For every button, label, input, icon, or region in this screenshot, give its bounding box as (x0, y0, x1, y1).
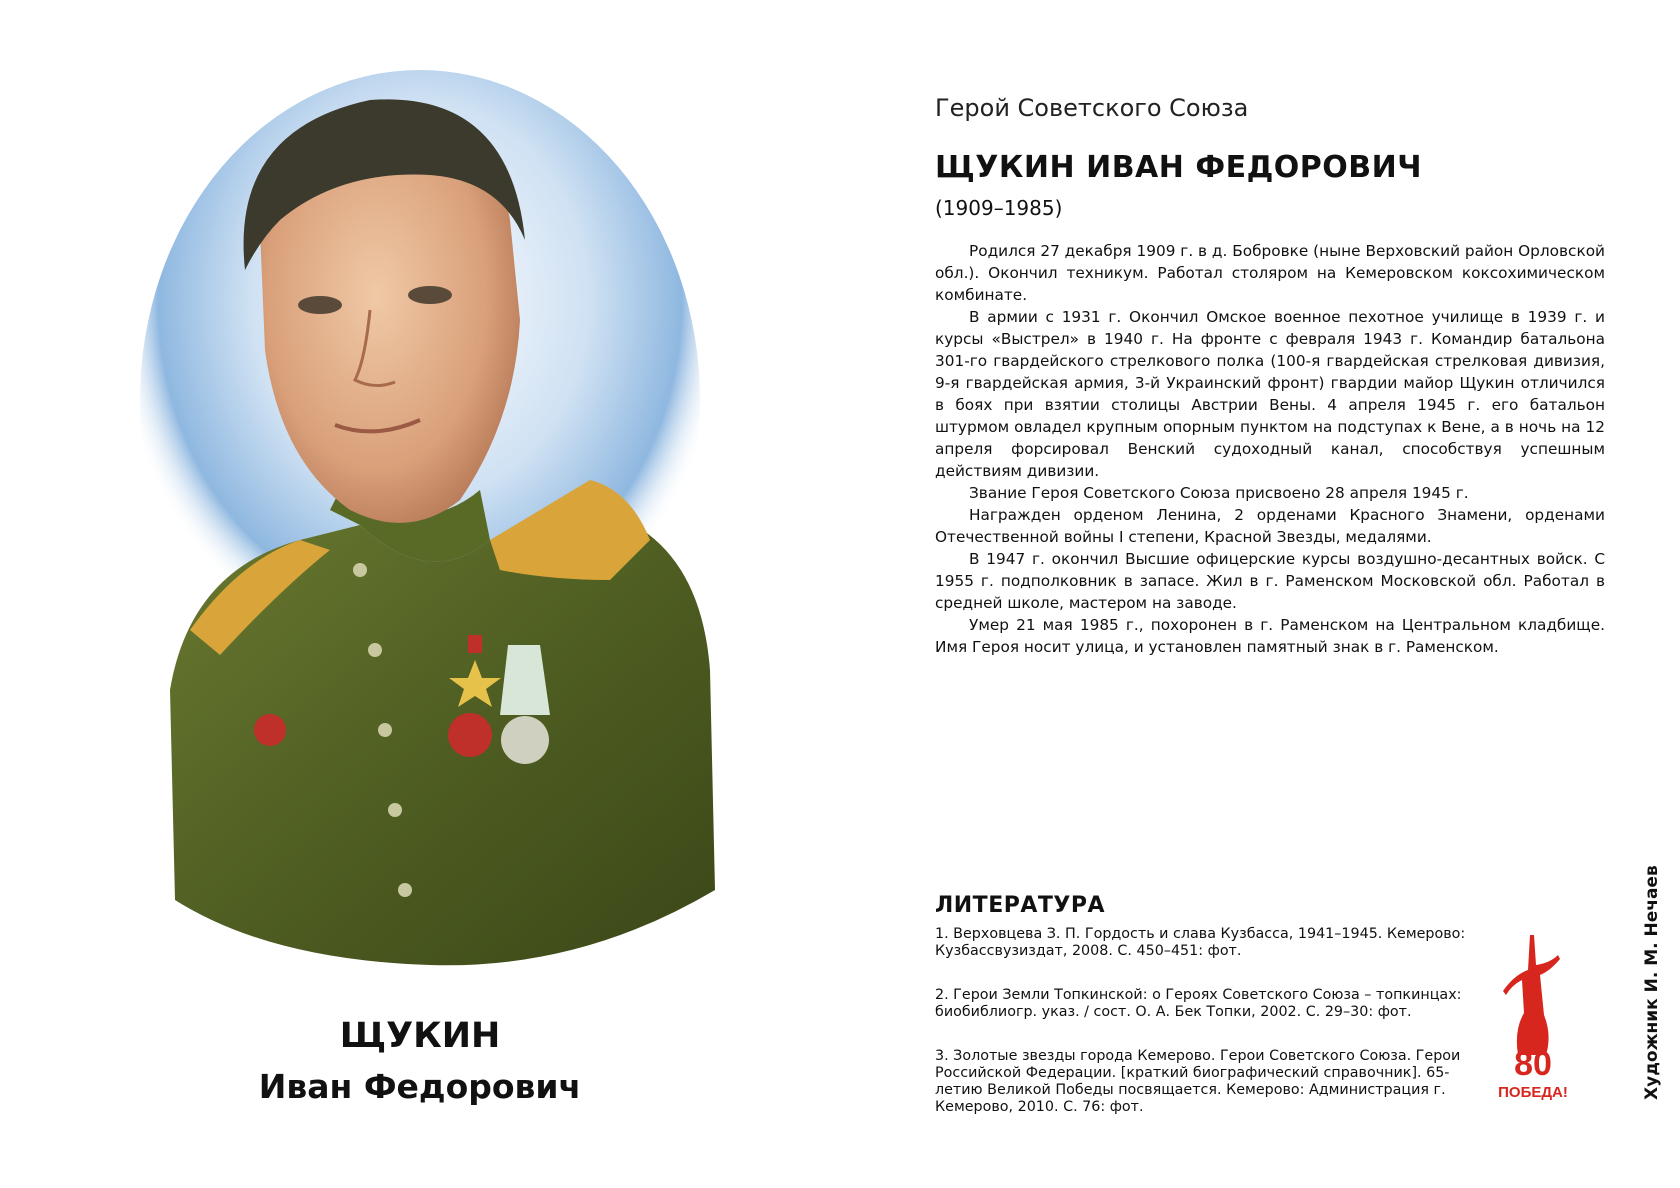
hero-star-ribbon (468, 635, 482, 653)
logo-number: 80 (1514, 1045, 1552, 1083)
bio-paragraph: Звание Героя Советского Союза присвоено 28 апреля 1945 г. (969, 484, 1469, 502)
hero-name: ЩУКИН ИВАН ФЕДОРОВИЧ (935, 150, 1422, 185)
literature-title: ЛИТЕРАТУРА (935, 893, 1105, 918)
literature-item: 1. Верховцева З. П. Гордость и слава Кузбасса, 1941–1945. Кемерово: Кузбассвузиздат, 2008. С. 450–451: фот. (935, 926, 1466, 959)
life-years: (1909–1985) (935, 196, 1063, 220)
right-eye (408, 286, 452, 304)
literature-list (935, 926, 1495, 1143)
order-red-banner (448, 713, 492, 757)
bio-paragraph: Награжден орденом Ленина, 2 орденами Красного Знамени, орденами Отечественной войны I степени, Красной Звезды, медалями. (935, 506, 1605, 546)
literature-item: 2. Герои Земли Топкинской: о Героях Советского Союза – топкинцах: биобиблиогр. указ. / сост. О. А. Бек Топки, 2002. С. 29–30: фот. (935, 987, 1462, 1020)
biography (935, 240, 1605, 658)
portrait-caption-surname: ЩУКИН (339, 1016, 501, 1056)
logo-text: ПОБЕДА! (1498, 1084, 1568, 1100)
bio-paragraph: Родился 27 декабря 1909 г. в д. Бобровке (ныне Верховский район Орловской обл.). Окончил техникум. Работал столяром на Кемеровском коксохимическом комбинате. (935, 242, 1605, 304)
bio-paragraph: Умер 21 мая 1985 г., похоронен в г. Раменском на Центральном кладбище. Имя Героя носит улица, и установлен памятный знак в г. Раменском. (935, 616, 1605, 656)
guards-badge (254, 714, 286, 746)
portrait-caption-names: Иван Федорович (258, 1067, 582, 1106)
artist-credit: Художник И. М. Нечаев (1642, 865, 1662, 1100)
victory-80-logo (1488, 925, 1578, 1100)
motherland-statue-icon (1503, 935, 1560, 1055)
bio-paragraph: В 1947 г. окончил Высшие офицерские курсы воздушно-десантных войск. С 1955 г. подполковник в запасе. Жил в г. Раменском Московской обл. Работал в средней школе, мастером на заводе. (935, 550, 1605, 612)
portrait-painting (130, 70, 750, 970)
bio-paragraph: В армии с 1931 г. Окончил Омское военное пехотное училище в 1939 г. и курсы «Выстрел» в 1940 г. На фронте с февраля 1943 г. Командир батальона 301-го гвардейского стрелкового полка (100-я гвардейская стрелковая дивизия, 9-я гвардейская армия, 3-й Украинский фронт) гвардии майор Щукин отличился в боях при взятии столицы Австрии Вены. 4 апреля 1945 г. его батальон штурмом овладел крупным опорным пунктом на подступах к Вене, а в ночь на 12 апреля форсировал Венский судоходный канал, способствуя успешным действиям дивизии. (935, 308, 1605, 480)
page-subtitle: Герой Советского Союза (935, 94, 1249, 122)
medal (501, 716, 549, 764)
left-eye (298, 296, 342, 314)
literature-item: 3. Золотые звезды города Кемерово. Герои Советского Союза. Герои Российской Федерации. [краткий биографический справочник]. 65-летию Великой Победы посвящается. Кемерово: Администрация г. Кемерово, 2010. С. 76: фот. (935, 1048, 1461, 1115)
